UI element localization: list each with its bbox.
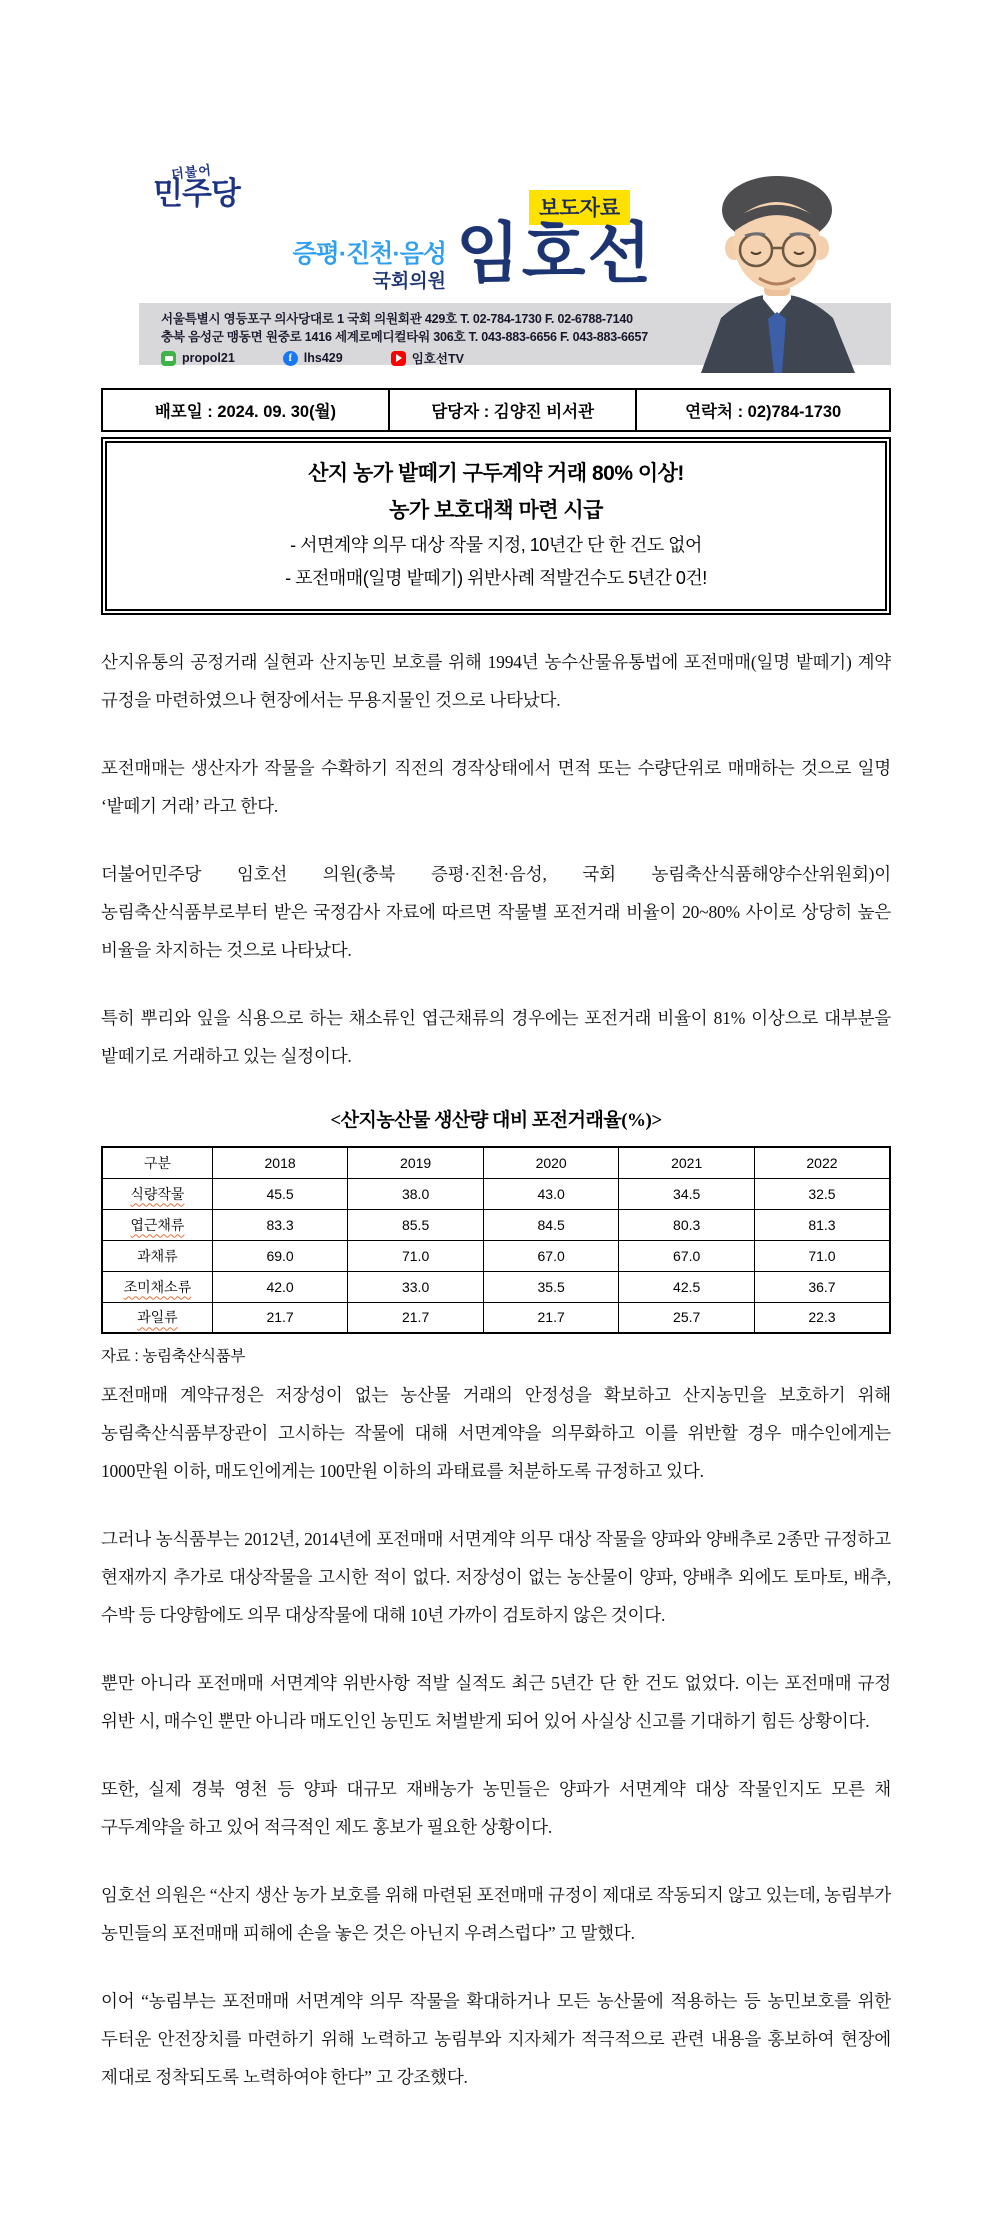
article-body bbox=[101, 643, 891, 2096]
row-label: 조미채소류 bbox=[123, 1278, 192, 1295]
table-row bbox=[102, 1271, 890, 1302]
table-header-cell: 2022 bbox=[754, 1147, 890, 1178]
facebook-icon: f bbox=[283, 351, 298, 366]
body-paragraph: 임호선 의원은 “산지 생산 농가 보호를 위해 마련된 포전매매 규정이 제대로 작동되지 않고 있는데, 농림부가 농민들의 포전매매 피해에 손을 놓은 것은 아닌지 우려스럽다” 고 말했다. bbox=[101, 1885, 891, 1943]
body-paragraph: 특히 뿌리와 잎을 식용으로 하는 채소류인 엽근채류의 경우에는 포전거래 비율이 81% 이상으로 대부분을 밭떼기로 거래하고 있는 실정이다. bbox=[101, 1008, 891, 1066]
row-label: 엽근채류 bbox=[130, 1216, 185, 1233]
social-blog-handle: propol21 bbox=[182, 351, 235, 365]
table-cell: 43.0 bbox=[483, 1178, 619, 1209]
role-label: 국회의원 bbox=[372, 271, 446, 292]
table-cell: 84.5 bbox=[483, 1209, 619, 1240]
table-cell: 71.0 bbox=[348, 1240, 484, 1271]
body-paragraph: 산지유통의 공정거래 실현과 산지농민 보호를 위해 1994년 농수산물유통법에 포전매매(일명 밭떼기) 계약 규정을 마련하였으나 현장에서는 무용지물인 것으로 나타났다. bbox=[101, 652, 891, 710]
body-paragraph: 그러나 농식품부는 2012년, 2014년에 포전매매 서면계약 의무 대상 작물을 양파와 양배추로 2종만 규정하고 현재까지 추가로 대상작물을 고시한 적이 없다. 저장성이 없는 농산물이 양파, 양배추 외에도 토마토, 배추, 수박 등 다양함에도 의무 대상작물에 대해 10년 가까이 검토하지 않은 것이다. bbox=[101, 1529, 891, 1625]
table-cell: 36.7 bbox=[754, 1271, 890, 1302]
table-cell: 35.5 bbox=[483, 1271, 619, 1302]
table-cell: 83.3 bbox=[212, 1209, 348, 1240]
social-youtube-handle: 임호선TV bbox=[411, 352, 464, 366]
release-date: 배포일 : 2024. 09. 30(월) bbox=[103, 390, 390, 430]
table-cell: 42.5 bbox=[619, 1271, 755, 1302]
social-youtube bbox=[391, 349, 464, 367]
table-row bbox=[102, 1209, 890, 1240]
chat-icon bbox=[161, 351, 176, 366]
social-facebook-handle: lhs429 bbox=[303, 351, 343, 365]
district-label: 증평·진천·음성 bbox=[292, 240, 446, 268]
table-cell: 38.0 bbox=[348, 1178, 484, 1209]
party-logo-name: 민주당 bbox=[153, 176, 240, 211]
member-name: 임호선 bbox=[456, 216, 654, 290]
table-row bbox=[102, 1240, 890, 1271]
body-paragraph: 포전매매는 생산자가 작물을 수확하기 직전의 경작상태에서 면적 또는 수량단위로 매매하는 것으로 일명 ‘밭떼기 거래’ 라고 한다. bbox=[101, 758, 891, 816]
pojeon-rate-table bbox=[101, 1146, 891, 1334]
table-cell: 21.7 bbox=[212, 1302, 348, 1333]
address-line-2: 충북 음성군 맹동면 원중로 1416 세계로메디컬타워 306호 T. 043-883-6656 F. 043-883-6657 bbox=[161, 330, 649, 344]
table-cell: 67.0 bbox=[483, 1240, 619, 1271]
contact-person: 담당자 : 김양진 비서관 bbox=[390, 390, 638, 430]
table-header-cell: 2019 bbox=[348, 1147, 484, 1178]
table-row bbox=[102, 1302, 890, 1333]
body-paragraph: 이어 “농림부는 포전매매 서면계약 의무 작물을 확대하거나 모든 농산물에 적용하는 등 농민보호를 위한 두터운 안전장치를 마련하기 위해 노력하고 농림부와 지자체가 적극적으로 관련 내용을 홍보하여 현장에 제대로 정착되도록 노력하여야 한다” 고 강조했다. bbox=[101, 1991, 891, 2087]
table-cell: 71.0 bbox=[754, 1240, 890, 1271]
headline-box bbox=[101, 437, 891, 615]
table-cell: 67.0 bbox=[619, 1240, 755, 1271]
table-cell: 80.3 bbox=[619, 1209, 755, 1240]
body-paragraph: 뿐만 아니라 포전매매 서면계약 위반사항 적발 실적도 최근 5년간 단 한 건도 없었다. 이는 포전매매 규정 위반 시, 매수인 뿐만 아니라 매도인인 농민도 처벌받게 되어 있어 사실상 신고를 기대하기 힘든 상황이다. bbox=[101, 1673, 891, 1731]
press-release-badge: 보도자료 bbox=[529, 190, 630, 225]
table-cell: 34.5 bbox=[619, 1178, 755, 1209]
social-blog bbox=[161, 351, 235, 366]
table-source: 자료 : 농림축산식품부 bbox=[101, 1348, 246, 1365]
table-cell: 22.3 bbox=[754, 1302, 890, 1333]
party-logo bbox=[153, 160, 240, 209]
table-cell: 81.3 bbox=[754, 1209, 890, 1240]
headline-line-2: 농가 보호대책 마련 시급 bbox=[389, 499, 603, 522]
row-label: 과채류 bbox=[137, 1247, 178, 1264]
table-cell: 33.0 bbox=[348, 1271, 484, 1302]
youtube-icon bbox=[391, 351, 406, 366]
row-label: 과일류 bbox=[137, 1309, 178, 1326]
table-cell: 69.0 bbox=[212, 1240, 348, 1271]
social-facebook bbox=[283, 351, 343, 366]
body-paragraph: 더불어민주당 임호선 의원(충북 증평·진천·음성, 국회 농림축산식품해양수산위원회)이 농림축산식품부로부터 받은 국정감사 자료에 따르면 작물별 포전거래 비율이 20~80% 사이로 상당히 높은 비율을 차지하는 것으로 나타났다. bbox=[101, 864, 891, 960]
table-header-row bbox=[102, 1147, 890, 1178]
portrait-photo bbox=[663, 166, 891, 373]
table-header-cell: 구분 bbox=[102, 1147, 212, 1178]
table-header-cell: 2021 bbox=[619, 1147, 755, 1178]
release-info-bar bbox=[101, 388, 891, 432]
body-paragraph: 또한, 실제 경북 영천 등 양파 대규모 재배농가 농민들은 양파가 서면계약 대상 작물인지도 모른 채 구두계약을 하고 있어 적극적인 제도 홍보가 필요한 상황이다. bbox=[101, 1779, 891, 1837]
table-header-cell: 2018 bbox=[212, 1147, 348, 1178]
table-caption: <산지농산물 생산량 대비 포전거래율(%)> bbox=[330, 1110, 662, 1131]
headline-bullet-2: - 포전매매(일명 밭떼기) 위반사례 적발건수도 5년간 0건! bbox=[285, 568, 707, 588]
table-cell: 21.7 bbox=[483, 1302, 619, 1333]
headline-bullet-1: - 서면계약 의무 대상 작물 지정, 10년간 단 한 건도 없어 bbox=[290, 535, 702, 555]
headline-line-1: 산지 농가 밭떼기 구두계약 거래 80% 이상! bbox=[308, 462, 684, 485]
table-cell: 25.7 bbox=[619, 1302, 755, 1333]
table-header-cell: 2020 bbox=[483, 1147, 619, 1178]
contact-phone: 연락처 : 02)784-1730 bbox=[685, 403, 842, 421]
party-logo-top: 더불어 bbox=[170, 162, 213, 182]
table-cell: 45.5 bbox=[212, 1178, 348, 1209]
table-cell: 32.5 bbox=[754, 1178, 890, 1209]
table-cell: 85.5 bbox=[348, 1209, 484, 1240]
table-cell: 21.7 bbox=[348, 1302, 484, 1333]
body-paragraph: 포전매매 계약규정은 저장성이 없는 농산물 거래의 안정성을 확보하고 산지농민을 보호하기 위해 농림축산식품부장관이 고시하는 작물에 대해 서면계약을 의무화하고 이를 위반할 경우 매수인에게는 1000만원 이하, 매도인에게는 100만원 이하의 과태료를 처분하도록 규정하고 있다. bbox=[101, 1385, 891, 1481]
row-label: 식량작물 bbox=[130, 1185, 185, 1202]
address-line-1: 서울특별시 영등포구 의사당대로 1 국회 의원회관 429호 T. 02-784-1730 F. 02-6788-7140 bbox=[161, 312, 633, 326]
table-row bbox=[102, 1178, 890, 1209]
letterhead bbox=[101, 100, 891, 376]
table-cell: 42.0 bbox=[212, 1271, 348, 1302]
